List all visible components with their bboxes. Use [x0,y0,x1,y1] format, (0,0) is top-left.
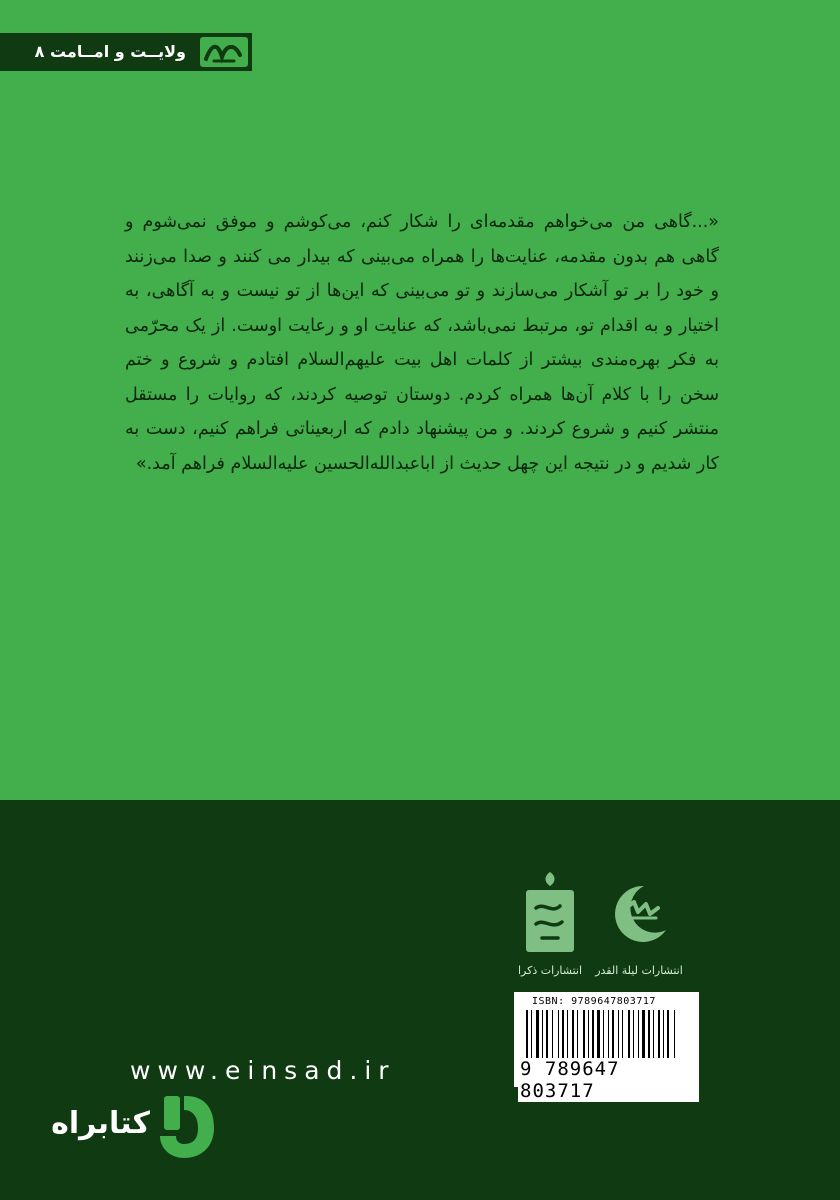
publisher-laylat-alqadr [594,868,684,977]
publisher-laylat-alqadr-label: انتشارات لیلة القدر [595,964,683,977]
publisher-zekra-label: انتشارات ذکرا [517,964,583,977]
website-url: www.einsad.ir [130,1056,396,1085]
publisher-zekra [510,868,590,977]
series-tab [0,33,252,71]
ketabrah-mark-icon [154,1092,218,1162]
series-label: ولایــت و امــامت ۸ [34,42,186,61]
back-cover-blurb: «...گاهی من می‌خواهم مقدمه‌ای را شکار کنم، می‌کوشم و موفق نمی‌شوم و گاهی هم بدون مقدمه، عنایت‌ها را همراه می‌بینی که بیدار می کنند و صدا می‌زنند و خود را بر تو آشکار می‌سازند و تو می‌بینی که این‌ها از تو نیست و به آگاهی، به اختیار و به اقدام تو، مرتبط نمی‌باشد، که عنایت او و رعایت اوست. از یک محرّمی به فکر بهره‌مندی بیشتر از کلمات اهل بیت علیهم‌السلام افتادم و شروع و ختم سخن را با کلام آن‌ها همراه کردم. دوستان توصیه کردند، که روایات را مستقل منتشر کنیم و شروع کردند. و من پیشنهاد دادم که اربعیناتی فراهم کنیم، دست به کار شدیم و در نتیجه این چهل حدیث از اباعبدالله‌الحسین علیه‌السلام فراهم آمد.» [125,212,719,474]
crescent-logo-icon [604,868,674,958]
isbn-label: ISBN: 9789647803717 [532,996,656,1007]
isbn-digits: 9 789647 803717 [518,1058,699,1102]
ketabrah-wordmark: کتابراه [51,1106,150,1141]
series-logo-icon [200,37,248,67]
ketabrah-logo [40,1092,218,1164]
isbn-barcode [514,992,699,1102]
zekra-logo-icon [522,868,578,958]
